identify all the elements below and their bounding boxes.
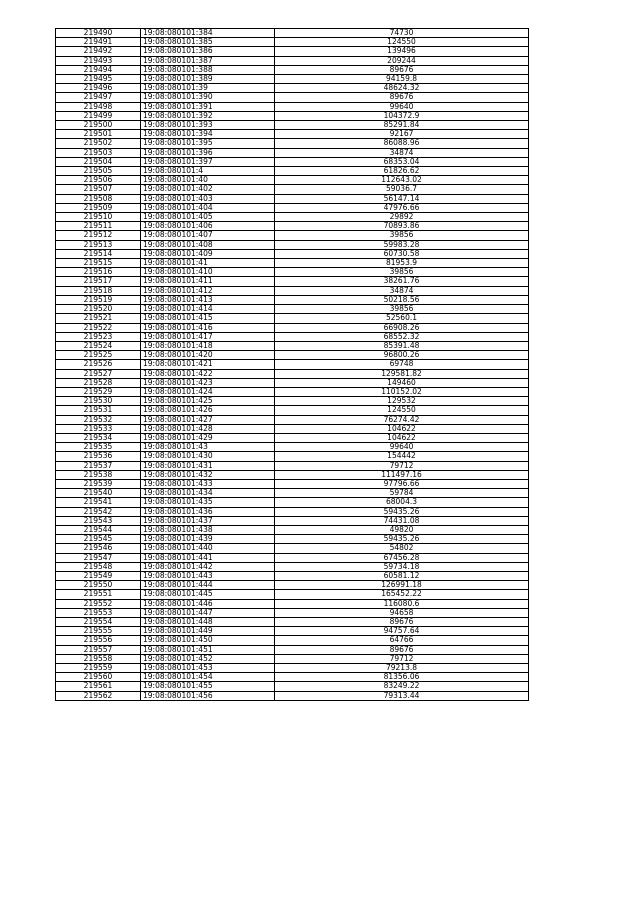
row-number-cell: 219562	[56, 691, 141, 700]
value-cell: 79313.44	[275, 691, 529, 700]
table-row	[56, 406, 529, 415]
value-cell: 129532	[275, 397, 529, 406]
cadastral-number-cell: 19:08:080101:432	[141, 470, 275, 479]
table-row	[56, 75, 529, 84]
table-row	[56, 553, 529, 562]
cadastral-number-cell: 19:08:080101:423	[141, 378, 275, 387]
table-row	[56, 498, 529, 507]
row-number-cell: 219495	[56, 75, 141, 84]
table-row	[56, 535, 529, 544]
value-cell: 85291.84	[275, 121, 529, 130]
cadastral-number-cell: 19:08:080101:445	[141, 590, 275, 599]
value-cell: 92167	[275, 130, 529, 139]
value-cell: 89676	[275, 645, 529, 654]
table-row	[56, 213, 529, 222]
value-cell: 76274.42	[275, 415, 529, 424]
value-cell: 89676	[275, 65, 529, 74]
value-cell: 59983.28	[275, 240, 529, 249]
table-row	[56, 645, 529, 654]
row-number-cell: 219543	[56, 516, 141, 525]
cadastral-number-cell: 19:08:080101:408	[141, 240, 275, 249]
value-cell: 99640	[275, 102, 529, 111]
row-number-cell: 219491	[56, 38, 141, 47]
value-cell: 86088.96	[275, 139, 529, 148]
value-cell: 126991.18	[275, 581, 529, 590]
cadastral-number-cell: 19:08:080101:4	[141, 167, 275, 176]
table-row	[56, 654, 529, 663]
table-row	[56, 203, 529, 212]
value-cell: 39856	[275, 231, 529, 240]
table-row	[56, 562, 529, 571]
table-row	[56, 332, 529, 341]
table-row	[56, 516, 529, 525]
cadastral-value-table	[55, 28, 529, 701]
table-row	[56, 249, 529, 258]
table-row	[56, 525, 529, 534]
row-number-cell: 219496	[56, 84, 141, 93]
row-number-cell: 219534	[56, 433, 141, 442]
row-number-cell: 219541	[56, 498, 141, 507]
value-cell: 34874	[275, 286, 529, 295]
table-row	[56, 627, 529, 636]
value-cell: 96800.26	[275, 351, 529, 360]
row-number-cell: 219538	[56, 470, 141, 479]
value-cell: 59734.18	[275, 562, 529, 571]
value-cell: 94757.64	[275, 627, 529, 636]
row-number-cell: 219544	[56, 525, 141, 534]
row-number-cell: 219561	[56, 682, 141, 691]
value-cell: 99640	[275, 443, 529, 452]
table-row	[56, 544, 529, 553]
table-row	[56, 489, 529, 498]
table-row	[56, 121, 529, 130]
value-cell: 68353.04	[275, 157, 529, 166]
value-cell: 49820	[275, 525, 529, 534]
row-number-cell: 219522	[56, 323, 141, 332]
row-number-cell: 219503	[56, 148, 141, 157]
row-number-cell: 219498	[56, 102, 141, 111]
row-number-cell: 219542	[56, 507, 141, 516]
row-number-cell: 219553	[56, 608, 141, 617]
table-row	[56, 378, 529, 387]
cadastral-number-cell: 19:08:080101:440	[141, 544, 275, 553]
cadastral-number-cell: 19:08:080101:430	[141, 452, 275, 461]
value-cell: 68004.3	[275, 498, 529, 507]
row-number-cell: 219509	[56, 203, 141, 212]
cadastral-number-cell: 19:08:080101:421	[141, 360, 275, 369]
row-number-cell: 219504	[56, 157, 141, 166]
table-row	[56, 305, 529, 314]
table-row	[56, 194, 529, 203]
value-cell: 79213.8	[275, 664, 529, 673]
cadastral-number-cell: 19:08:080101:384	[141, 29, 275, 38]
value-cell: 38261.76	[275, 277, 529, 286]
value-cell: 104622	[275, 424, 529, 433]
row-number-cell: 219525	[56, 351, 141, 360]
value-cell: 47976.66	[275, 203, 529, 212]
cadastral-number-cell: 19:08:080101:418	[141, 341, 275, 350]
cadastral-number-cell: 19:08:080101:406	[141, 222, 275, 231]
table-row	[56, 424, 529, 433]
cadastral-number-cell: 19:08:080101:450	[141, 636, 275, 645]
value-cell: 61826.62	[275, 167, 529, 176]
value-cell: 154442	[275, 452, 529, 461]
row-number-cell: 219512	[56, 231, 141, 240]
table-row	[56, 470, 529, 479]
row-number-cell: 219500	[56, 121, 141, 130]
table-row	[56, 682, 529, 691]
table-row	[56, 268, 529, 277]
value-cell: 165452.22	[275, 590, 529, 599]
value-cell: 56147.14	[275, 194, 529, 203]
row-number-cell: 219548	[56, 562, 141, 571]
cadastral-number-cell: 19:08:080101:442	[141, 562, 275, 571]
table-row	[56, 29, 529, 38]
table-row	[56, 664, 529, 673]
table-row	[56, 47, 529, 56]
value-cell: 59784	[275, 489, 529, 498]
value-cell: 104622	[275, 433, 529, 442]
cadastral-number-cell: 19:08:080101:386	[141, 47, 275, 56]
row-number-cell: 219531	[56, 406, 141, 415]
row-number-cell: 219551	[56, 590, 141, 599]
row-number-cell: 219557	[56, 645, 141, 654]
value-cell: 59435.26	[275, 535, 529, 544]
cadastral-number-cell: 19:08:080101:436	[141, 507, 275, 516]
table-row	[56, 277, 529, 286]
table-row	[56, 341, 529, 350]
value-cell: 34874	[275, 148, 529, 157]
cadastral-number-cell: 19:08:080101:438	[141, 525, 275, 534]
table-row	[56, 673, 529, 682]
row-number-cell: 219535	[56, 443, 141, 452]
value-cell: 81953.9	[275, 259, 529, 268]
value-cell: 129581.82	[275, 369, 529, 378]
cadastral-number-cell: 19:08:080101:431	[141, 461, 275, 470]
table-row	[56, 571, 529, 580]
table-row	[56, 387, 529, 396]
row-number-cell: 219533	[56, 424, 141, 433]
cadastral-number-cell: 19:08:080101:434	[141, 489, 275, 498]
table-row	[56, 93, 529, 102]
cadastral-number-cell: 19:08:080101:392	[141, 111, 275, 120]
cadastral-number-cell: 19:08:080101:422	[141, 369, 275, 378]
row-number-cell: 219519	[56, 295, 141, 304]
value-cell: 79712	[275, 654, 529, 663]
cadastral-number-cell: 19:08:080101:396	[141, 148, 275, 157]
cadastral-number-cell: 19:08:080101:405	[141, 213, 275, 222]
cadastral-number-cell: 19:08:080101:443	[141, 571, 275, 580]
row-number-cell: 219490	[56, 29, 141, 38]
value-cell: 50218.56	[275, 295, 529, 304]
cadastral-number-cell: 19:08:080101:428	[141, 424, 275, 433]
value-cell: 85391.48	[275, 341, 529, 350]
row-number-cell: 219530	[56, 397, 141, 406]
value-cell: 69748	[275, 360, 529, 369]
cadastral-number-cell: 19:08:080101:387	[141, 56, 275, 65]
table-row	[56, 286, 529, 295]
row-number-cell: 219497	[56, 93, 141, 102]
cadastral-number-cell: 19:08:080101:390	[141, 93, 275, 102]
cadastral-number-cell: 19:08:080101:415	[141, 314, 275, 323]
cadastral-number-cell: 19:08:080101:413	[141, 295, 275, 304]
table-row	[56, 452, 529, 461]
cadastral-number-cell: 19:08:080101:416	[141, 323, 275, 332]
value-cell: 124550	[275, 406, 529, 415]
row-number-cell: 219555	[56, 627, 141, 636]
row-number-cell: 219560	[56, 673, 141, 682]
table-row	[56, 148, 529, 157]
value-cell: 52560.1	[275, 314, 529, 323]
row-number-cell: 219545	[56, 535, 141, 544]
table-row	[56, 443, 529, 452]
cadastral-number-cell: 19:08:080101:41	[141, 259, 275, 268]
value-cell: 83249.22	[275, 682, 529, 691]
cadastral-number-cell: 19:08:080101:452	[141, 654, 275, 663]
cadastral-number-cell: 19:08:080101:454	[141, 673, 275, 682]
cadastral-number-cell: 19:08:080101:404	[141, 203, 275, 212]
table-body	[56, 29, 529, 701]
table-row	[56, 84, 529, 93]
row-number-cell: 219521	[56, 314, 141, 323]
value-cell: 94658	[275, 608, 529, 617]
cadastral-number-cell: 19:08:080101:429	[141, 433, 275, 442]
row-number-cell: 219529	[56, 387, 141, 396]
table-row	[56, 38, 529, 47]
cadastral-number-cell: 19:08:080101:424	[141, 387, 275, 396]
table-row	[56, 360, 529, 369]
table-row	[56, 222, 529, 231]
table-row	[56, 259, 529, 268]
table-row	[56, 581, 529, 590]
cadastral-number-cell: 19:08:080101:393	[141, 121, 275, 130]
table-row	[56, 599, 529, 608]
table-row	[56, 111, 529, 120]
row-number-cell: 219524	[56, 341, 141, 350]
row-number-cell: 219520	[56, 305, 141, 314]
value-cell: 68552.32	[275, 332, 529, 341]
table-row	[56, 240, 529, 249]
cadastral-number-cell: 19:08:080101:455	[141, 682, 275, 691]
value-cell: 39856	[275, 305, 529, 314]
value-cell: 79712	[275, 461, 529, 470]
cadastral-number-cell: 19:08:080101:402	[141, 185, 275, 194]
cadastral-number-cell: 19:08:080101:426	[141, 406, 275, 415]
table-row	[56, 323, 529, 332]
row-number-cell: 219523	[56, 332, 141, 341]
cadastral-number-cell: 19:08:080101:447	[141, 608, 275, 617]
row-number-cell: 219537	[56, 461, 141, 470]
cadastral-number-cell: 19:08:080101:437	[141, 516, 275, 525]
table-row	[56, 231, 529, 240]
row-number-cell: 219506	[56, 176, 141, 185]
row-number-cell: 219507	[56, 185, 141, 194]
row-number-cell: 219508	[56, 194, 141, 203]
cadastral-number-cell: 19:08:080101:441	[141, 553, 275, 562]
value-cell: 116080.6	[275, 599, 529, 608]
table-row	[56, 65, 529, 74]
cadastral-number-cell: 19:08:080101:397	[141, 157, 275, 166]
cadastral-number-cell: 19:08:080101:394	[141, 130, 275, 139]
row-number-cell: 219526	[56, 360, 141, 369]
row-number-cell: 219494	[56, 65, 141, 74]
cadastral-number-cell: 19:08:080101:403	[141, 194, 275, 203]
row-number-cell: 219546	[56, 544, 141, 553]
row-number-cell: 219539	[56, 479, 141, 488]
value-cell: 81356.06	[275, 673, 529, 682]
table-row	[56, 618, 529, 627]
table-row	[56, 691, 529, 700]
cadastral-number-cell: 19:08:080101:425	[141, 397, 275, 406]
table-row	[56, 461, 529, 470]
value-cell: 70893.86	[275, 222, 529, 231]
row-number-cell: 219554	[56, 618, 141, 627]
table-row	[56, 608, 529, 617]
cadastral-number-cell: 19:08:080101:448	[141, 618, 275, 627]
row-number-cell: 219556	[56, 636, 141, 645]
cadastral-number-cell: 19:08:080101:411	[141, 277, 275, 286]
value-cell: 59036.7	[275, 185, 529, 194]
row-number-cell: 219540	[56, 489, 141, 498]
cadastral-number-cell: 19:08:080101:417	[141, 332, 275, 341]
cadastral-number-cell: 19:08:080101:435	[141, 498, 275, 507]
row-number-cell: 219552	[56, 599, 141, 608]
table-row	[56, 397, 529, 406]
table-row	[56, 56, 529, 65]
table-row	[56, 167, 529, 176]
cadastral-number-cell: 19:08:080101:407	[141, 231, 275, 240]
value-cell: 97796.66	[275, 479, 529, 488]
row-number-cell: 219501	[56, 130, 141, 139]
table-row	[56, 185, 529, 194]
value-cell: 60730.58	[275, 249, 529, 258]
table-row	[56, 590, 529, 599]
cadastral-number-cell: 19:08:080101:439	[141, 535, 275, 544]
row-number-cell: 219513	[56, 240, 141, 249]
value-cell: 110152.02	[275, 387, 529, 396]
value-cell: 209244	[275, 56, 529, 65]
cadastral-number-cell: 19:08:080101:389	[141, 75, 275, 84]
value-cell: 59435.26	[275, 507, 529, 516]
table-row	[56, 295, 529, 304]
row-number-cell: 219558	[56, 654, 141, 663]
cadastral-number-cell: 19:08:080101:433	[141, 479, 275, 488]
table-row	[56, 415, 529, 424]
cadastral-number-cell: 19:08:080101:43	[141, 443, 275, 452]
value-cell: 89676	[275, 93, 529, 102]
row-number-cell: 219515	[56, 259, 141, 268]
row-number-cell: 219547	[56, 553, 141, 562]
cadastral-number-cell: 19:08:080101:395	[141, 139, 275, 148]
value-cell: 60581.12	[275, 571, 529, 580]
row-number-cell: 219514	[56, 249, 141, 258]
row-number-cell: 219493	[56, 56, 141, 65]
row-number-cell: 219532	[56, 415, 141, 424]
table-row	[56, 369, 529, 378]
cadastral-number-cell: 19:08:080101:409	[141, 249, 275, 258]
row-number-cell: 219528	[56, 378, 141, 387]
row-number-cell: 219550	[56, 581, 141, 590]
value-cell: 29892	[275, 213, 529, 222]
cadastral-number-cell: 19:08:080101:40	[141, 176, 275, 185]
value-cell: 54802	[275, 544, 529, 553]
row-number-cell: 219511	[56, 222, 141, 231]
value-cell: 89676	[275, 618, 529, 627]
table-row	[56, 157, 529, 166]
row-number-cell: 219505	[56, 167, 141, 176]
cadastral-number-cell: 19:08:080101:427	[141, 415, 275, 424]
row-number-cell: 219549	[56, 571, 141, 580]
value-cell: 39856	[275, 268, 529, 277]
value-cell: 139496	[275, 47, 529, 56]
table-row	[56, 102, 529, 111]
value-cell: 124550	[275, 38, 529, 47]
row-number-cell: 219518	[56, 286, 141, 295]
table-row	[56, 433, 529, 442]
value-cell: 48624.32	[275, 84, 529, 93]
value-cell: 112643.02	[275, 176, 529, 185]
row-number-cell: 219510	[56, 213, 141, 222]
table-row	[56, 314, 529, 323]
cadastral-number-cell: 19:08:080101:420	[141, 351, 275, 360]
cadastral-number-cell: 19:08:080101:385	[141, 38, 275, 47]
value-cell: 64766	[275, 636, 529, 645]
table-row	[56, 130, 529, 139]
table-row	[56, 139, 529, 148]
cadastral-number-cell: 19:08:080101:414	[141, 305, 275, 314]
row-number-cell: 219517	[56, 277, 141, 286]
row-number-cell: 219536	[56, 452, 141, 461]
value-cell: 94159.8	[275, 75, 529, 84]
cadastral-number-cell: 19:08:080101:453	[141, 664, 275, 673]
table-row	[56, 479, 529, 488]
row-number-cell: 219516	[56, 268, 141, 277]
cadastral-number-cell: 19:08:080101:444	[141, 581, 275, 590]
row-number-cell: 219559	[56, 664, 141, 673]
row-number-cell: 219492	[56, 47, 141, 56]
value-cell: 74431.08	[275, 516, 529, 525]
cadastral-number-cell: 19:08:080101:388	[141, 65, 275, 74]
cadastral-number-cell: 19:08:080101:410	[141, 268, 275, 277]
table-row	[56, 351, 529, 360]
cadastral-number-cell: 19:08:080101:39	[141, 84, 275, 93]
value-cell: 66908.26	[275, 323, 529, 332]
row-number-cell: 219527	[56, 369, 141, 378]
table-row	[56, 507, 529, 516]
value-cell: 111497.16	[275, 470, 529, 479]
row-number-cell: 219499	[56, 111, 141, 120]
cadastral-number-cell: 19:08:080101:391	[141, 102, 275, 111]
row-number-cell: 219502	[56, 139, 141, 148]
value-cell: 149460	[275, 378, 529, 387]
cadastral-number-cell: 19:08:080101:412	[141, 286, 275, 295]
table-row	[56, 176, 529, 185]
cadastral-number-cell: 19:08:080101:446	[141, 599, 275, 608]
value-cell: 67456.28	[275, 553, 529, 562]
cadastral-number-cell: 19:08:080101:449	[141, 627, 275, 636]
table-row	[56, 636, 529, 645]
value-cell: 104372.9	[275, 111, 529, 120]
cadastral-number-cell: 19:08:080101:456	[141, 691, 275, 700]
value-cell: 74730	[275, 29, 529, 38]
cadastral-number-cell: 19:08:080101:451	[141, 645, 275, 654]
